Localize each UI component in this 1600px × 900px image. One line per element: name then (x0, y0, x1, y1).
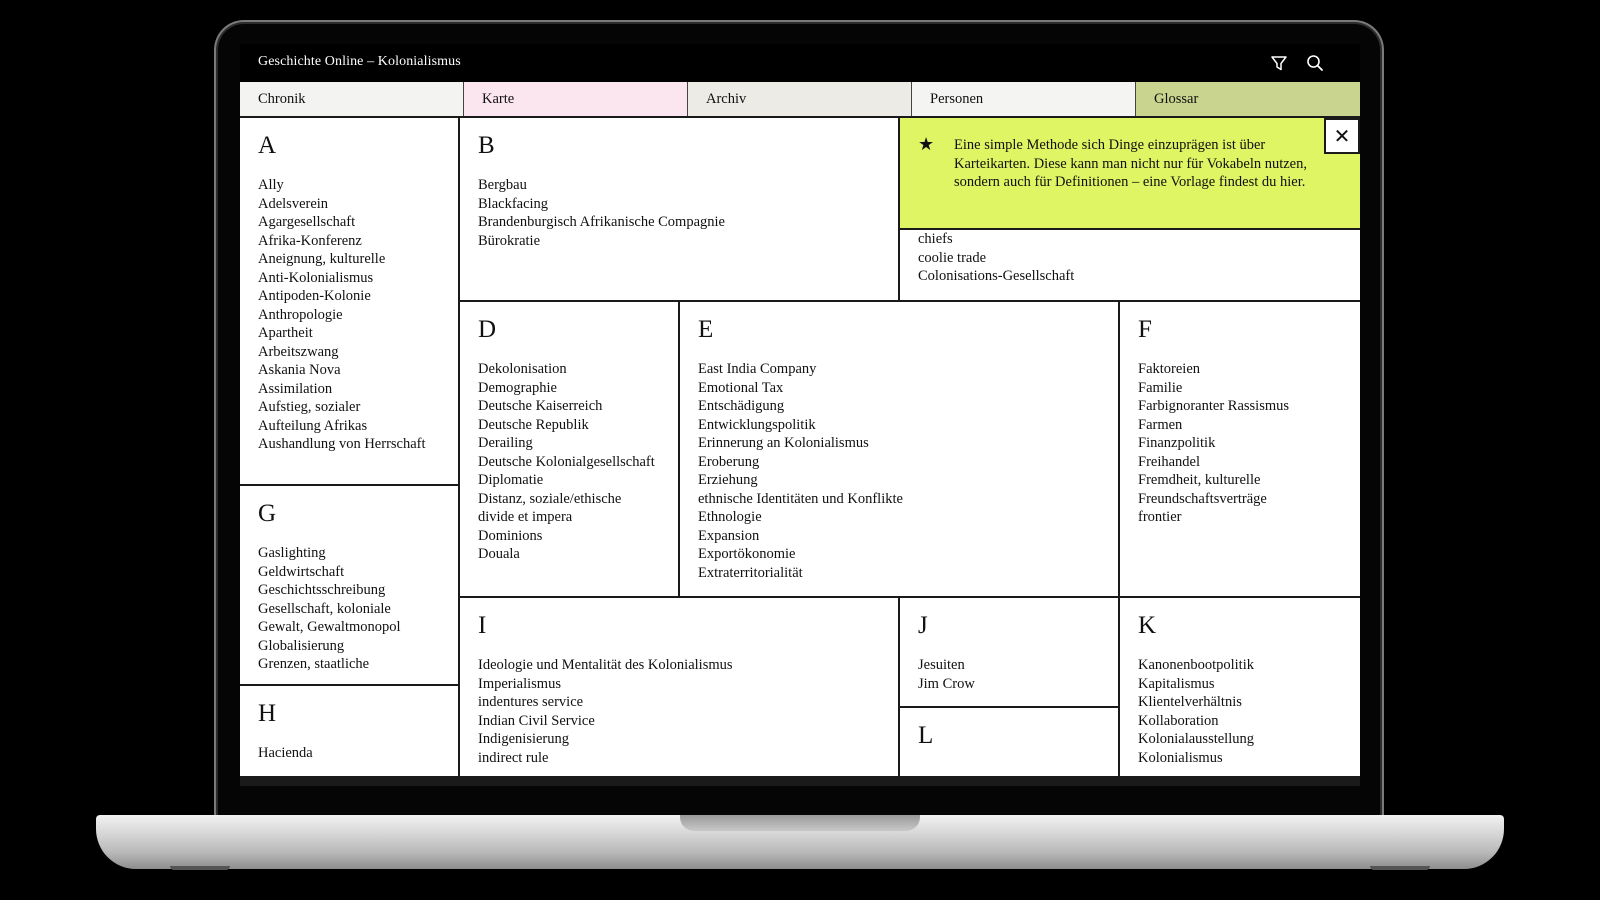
glossary-term[interactable]: Freihandel (1138, 453, 1201, 470)
tip-popup (898, 118, 1360, 230)
glossary-term[interactable]: indentures service (478, 694, 584, 710)
letter-heading-i: I (478, 612, 487, 639)
glossary-term[interactable]: Afrika-Konferenz (258, 232, 362, 249)
letter-heading-j: J (918, 612, 928, 639)
glossary-term[interactable]: Blackfacing (478, 195, 549, 212)
term-list-k (1138, 656, 1342, 767)
glossary-term[interactable]: ethnische Identitäten und Konflikte (698, 490, 903, 507)
letter-heading-a: A (258, 132, 277, 159)
glossary-term[interactable]: Dekolonisation (478, 361, 567, 377)
glossary-term[interactable]: Adelsverein (258, 195, 329, 212)
glossary-term[interactable]: Anti-Kolonialismus (258, 269, 374, 286)
glossary-term[interactable]: Anthropologie (258, 306, 343, 323)
glossary-term[interactable]: coolie trade (918, 249, 987, 266)
letter-heading-b: B (478, 132, 495, 159)
tab-personen[interactable]: Personen (912, 82, 1136, 116)
glossary-term[interactable]: Kapitalismus (1138, 675, 1215, 692)
glossary-term[interactable]: Distanz, soziale/ethische (478, 490, 622, 507)
letter-heading-h: H (258, 700, 277, 727)
glossary-term[interactable]: Gaslighting (258, 545, 326, 561)
term-list-f (1138, 360, 1342, 527)
tip-text: Eine simple Methode sich Dinge einzuprägen ist über Karteikarten. Diese kann man nicht nur für Vokabeln nutzen, sondern auch für Definitionen – eine Vorlage findest du hier. (954, 137, 1307, 190)
glossary-term[interactable]: Douala (478, 546, 520, 562)
glossary-term[interactable]: Entwicklungspolitik (698, 416, 816, 433)
glossary-card-f (1118, 300, 1360, 598)
term-list-g (258, 544, 442, 674)
glossary-term[interactable]: Aufteilung Afrikas (258, 417, 368, 434)
glossary-term[interactable]: Bürokratie (478, 232, 541, 249)
glossary-card-e (678, 300, 1120, 598)
term-list-e (698, 360, 1102, 582)
glossary-term[interactable]: Erinnerung an Kolonialismus (698, 435, 869, 451)
top-bar (240, 44, 1360, 82)
glossary-term[interactable]: Derailing (478, 435, 533, 451)
glossary-term[interactable]: Demographie (478, 379, 557, 396)
screen-bezel-bottom (240, 776, 1360, 786)
glossary-term[interactable]: Farmen (1138, 416, 1183, 433)
glossary-term[interactable]: Arbeitszwang (258, 343, 339, 360)
term-list-a (258, 176, 442, 454)
glossary-term[interactable]: Kollaboration (1138, 712, 1219, 729)
glossary-term[interactable]: Finanzpolitik (1138, 435, 1216, 451)
term-list-c (918, 230, 1342, 286)
glossary-term[interactable]: Globalisierung (258, 637, 345, 654)
glossary-term[interactable]: Gesellschaft, koloniale (258, 600, 391, 617)
close-button[interactable] (1324, 118, 1360, 154)
star-icon: ★ (918, 134, 935, 154)
glossary-term[interactable]: Deutsche Kolonialgesellschaft (478, 453, 655, 470)
glossary-term[interactable]: Askania Nova (258, 362, 341, 378)
glossary-term[interactable]: Familie (1138, 379, 1183, 396)
glossary-term[interactable]: chiefs (918, 231, 953, 247)
glossary-term[interactable]: Kolonialausstellung (1138, 731, 1254, 747)
glossary-term[interactable]: Entschädigung (698, 398, 785, 414)
letter-heading-g: G (258, 500, 277, 527)
glossary-term[interactable]: Kanonenbootpolitik (1138, 657, 1254, 673)
glossary-term[interactable]: Aushandlung von Herrschaft (258, 436, 426, 452)
glossary-card-b (458, 118, 900, 302)
laptop-foot-left (170, 866, 230, 870)
term-list-j (918, 656, 1102, 693)
tab-glossar[interactable]: Glossar (1136, 82, 1360, 116)
tab-chronik[interactable]: Chronik (240, 82, 464, 116)
glossary-term[interactable]: Deutsche Kaiserreich (478, 398, 603, 414)
glossary-term[interactable]: Colonisations-Gesellschaft (918, 268, 1075, 284)
letter-heading-d: D (478, 316, 497, 343)
glossary-term[interactable]: Ally (258, 177, 284, 193)
glossary-term[interactable]: Geldwirtschaft (258, 563, 345, 580)
term-list-d (478, 360, 662, 564)
glossary-term[interactable]: Aufstieg, sozialer (258, 399, 361, 415)
letter-heading-l: L (918, 722, 934, 749)
glossary-term[interactable]: Hacienda (258, 745, 313, 761)
screen (240, 44, 1360, 776)
glossary-term[interactable]: frontier (1138, 509, 1182, 525)
letter-heading-f: F (1138, 316, 1152, 343)
glossary-term[interactable]: Deutsche Republik (478, 416, 589, 433)
glossary-term[interactable]: Jim Crow (918, 675, 975, 692)
term-list-h (258, 744, 442, 763)
glossary-term[interactable]: Assimilation (258, 380, 333, 397)
glossary-term[interactable]: Indigenisierung (478, 731, 570, 747)
glossary-term[interactable]: divide et impera (478, 509, 573, 525)
tab-karte[interactable]: Karte (464, 82, 688, 116)
glossary-term[interactable]: Expansion (698, 527, 760, 544)
letter-heading-e: E (698, 316, 714, 343)
glossary-term[interactable]: Apartheit (258, 325, 313, 341)
glossary-term[interactable]: Kolonialismus (1138, 749, 1223, 766)
glossary-card-l (898, 706, 1120, 776)
glossary-card-h (240, 684, 460, 776)
close-icon: ✕ (1333, 123, 1351, 148)
glossary-card-k (1118, 596, 1360, 776)
main-tabs (240, 82, 1360, 118)
glossary-term[interactable]: Agargesellschaft (258, 214, 356, 230)
glossary-term[interactable]: Eroberung (698, 453, 760, 470)
glossary-term[interactable]: Antipoden-Kolonie (258, 288, 371, 304)
glossary-term[interactable]: Diplomatie (478, 472, 544, 488)
term-list-b (478, 176, 882, 250)
glossary-card-g (240, 484, 460, 686)
glossary-term[interactable]: Grenzen, staatliche (258, 656, 370, 672)
glossary-term[interactable]: Brandenburgisch Afrikanische Compagnie (478, 214, 725, 230)
glossary-term[interactable]: Jesuiten (918, 657, 965, 673)
glossary-term[interactable]: Exportökonomie (698, 546, 796, 562)
laptop-foot-right (1370, 866, 1430, 870)
glossary-term[interactable]: indirect rule (478, 749, 549, 766)
glossary-term[interactable]: Erziehung (698, 472, 758, 488)
glossary-card-a (240, 118, 460, 484)
glossary-term[interactable]: Freundschaftsverträge (1138, 490, 1267, 507)
glossary-term[interactable]: Extraterritorialität (698, 564, 803, 581)
search-icon[interactable] (1306, 54, 1324, 72)
glossary-term[interactable]: Bergbau (478, 177, 527, 193)
tab-archiv[interactable]: Archiv (688, 82, 912, 116)
app-title: Geschichte Online – Kolonialismus (258, 54, 461, 69)
letter-heading-k: K (1138, 612, 1157, 639)
glossary-term[interactable]: Ideologie und Mentalität des Kolonialismus (478, 657, 733, 673)
glossary-term[interactable]: Indian Civil Service (478, 712, 595, 729)
glossary-term[interactable]: Aneignung, kulturelle (258, 251, 386, 267)
glossary-term[interactable]: Ethnologie (698, 509, 762, 525)
glossary-term[interactable]: Farbignoranter Rassismus (1138, 398, 1290, 414)
filter-icon[interactable] (1270, 54, 1288, 72)
glossary-card-d (458, 300, 680, 598)
glossary-term[interactable]: Dominions (478, 527, 543, 544)
glossary-term[interactable]: Geschichtsschreibung (258, 582, 386, 598)
glossary-term[interactable]: Klientelverhältnis (1138, 694, 1242, 710)
glossary-term[interactable]: Imperialismus (478, 675, 561, 692)
glossary-term[interactable]: Faktoreien (1138, 361, 1201, 377)
glossary-grid (240, 118, 1360, 776)
glossary-term[interactable]: East India Company (698, 361, 817, 377)
laptop-notch (680, 815, 920, 831)
glossary-card-j (898, 596, 1120, 708)
glossary-term[interactable]: Fremdheit, kulturelle (1138, 472, 1261, 488)
term-list-i (478, 656, 882, 767)
glossary-term[interactable]: Emotional Tax (698, 379, 784, 396)
glossary-card-i (458, 596, 900, 776)
glossary-term[interactable]: Gewalt, Gewaltmonopol (258, 619, 401, 635)
